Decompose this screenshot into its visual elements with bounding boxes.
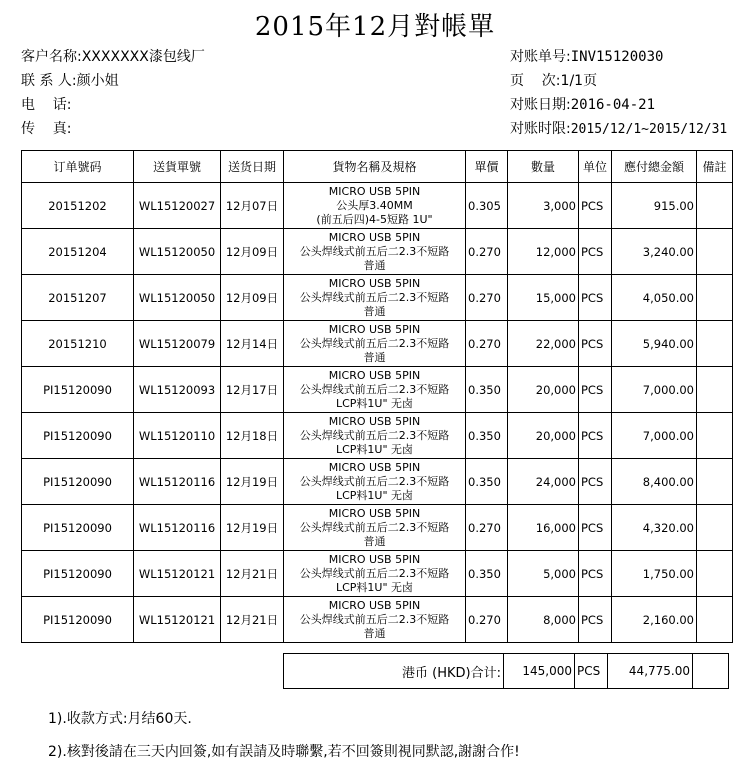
order-no-cell: PI15120090 xyxy=(22,459,134,505)
quantity-cell: 24,000 xyxy=(508,459,579,505)
remark-cell xyxy=(697,275,733,321)
total-unit: PCS xyxy=(575,654,608,689)
amount-cell: 8,400.00 xyxy=(612,459,697,505)
goods-desc-line: MICRO USB 5PIN xyxy=(328,230,421,244)
unit-cell: PCS xyxy=(579,367,612,413)
goods-desc-line: 公头焊线式前五后二2.3不短路 xyxy=(299,428,450,442)
phone-label: 电 话: xyxy=(21,97,72,113)
delivery-no-cell: WL15120093 xyxy=(134,367,221,413)
goods-desc-line: MICRO USB 5PIN xyxy=(328,552,421,566)
table-row xyxy=(22,275,733,321)
order-no-cell: 20151207 xyxy=(22,275,134,321)
amount-cell: 915.00 xyxy=(612,183,697,229)
table-row xyxy=(22,505,733,551)
quantity-cell: 3,000 xyxy=(508,183,579,229)
amount-cell: 5,940.00 xyxy=(612,321,697,367)
delivery-no-cell: WL15120121 xyxy=(134,597,221,643)
goods-desc-cell xyxy=(284,183,466,229)
goods-desc-line: MICRO USB 5PIN xyxy=(328,460,421,474)
period-line xyxy=(510,120,727,139)
delivery-date-cell: 12月19日 xyxy=(221,459,284,505)
table-header-row xyxy=(22,151,733,183)
delivery-no-cell: WL15120050 xyxy=(134,275,221,321)
order-no-cell: PI15120090 xyxy=(22,367,134,413)
amount-cell: 3,240.00 xyxy=(612,229,697,275)
delivery-no-cell: WL15120050 xyxy=(134,229,221,275)
goods-desc-line: MICRO USB 5PIN xyxy=(328,276,421,290)
goods-desc-cell xyxy=(284,229,466,275)
page-label: 页 次: xyxy=(510,73,561,89)
unit-cell: PCS xyxy=(579,183,612,229)
goods-desc-cell xyxy=(284,413,466,459)
table-row xyxy=(22,459,733,505)
goods-desc-line: 普通 xyxy=(363,350,386,364)
fax-line xyxy=(21,120,72,138)
remark-cell xyxy=(697,459,733,505)
statement-table xyxy=(21,150,733,643)
goods-desc-line: MICRO USB 5PIN xyxy=(328,322,421,336)
quantity-cell: 20,000 xyxy=(508,367,579,413)
table-row xyxy=(22,551,733,597)
goods-desc-line: MICRO USB 5PIN xyxy=(328,414,421,428)
delivery-date-cell: 12月07日 xyxy=(221,183,284,229)
goods-desc-line: LCP料1U" 无卤 xyxy=(335,396,414,410)
amount-cell: 7,000.00 xyxy=(612,367,697,413)
goods-desc-line: (前五后四)4-5短路 1U" xyxy=(316,212,433,226)
remark-cell xyxy=(697,597,733,643)
header-remark: 備註 xyxy=(697,151,733,183)
statement-date-value: 2016-04-21 xyxy=(570,97,656,113)
statement-no-value: INV15120030 xyxy=(570,49,664,65)
statement-no-line xyxy=(510,48,663,66)
order-no-cell: PI15120090 xyxy=(22,551,134,597)
header-quantity: 數量 xyxy=(508,151,579,183)
goods-desc-line: 公头焊线式前五后二2.3不短路 xyxy=(299,290,450,304)
period-value: 2015/12/1~2015/12/31 xyxy=(570,122,728,137)
quantity-cell: 22,000 xyxy=(508,321,579,367)
goods-desc-line: 普通 xyxy=(363,304,386,318)
goods-desc-line: 公头焊线式前五后二2.3不短路 xyxy=(299,244,450,258)
table-row xyxy=(22,413,733,459)
order-no-cell: PI15120090 xyxy=(22,505,134,551)
amount-cell: 1,750.00 xyxy=(612,551,697,597)
goods-desc-line: 公头厚3.40MM xyxy=(336,198,413,212)
unit-cell: PCS xyxy=(579,505,612,551)
contact-label: 联 系 人: xyxy=(21,73,77,89)
delivery-date-cell: 12月17日 xyxy=(221,367,284,413)
goods-desc-cell xyxy=(284,551,466,597)
unit-cell: PCS xyxy=(579,275,612,321)
goods-desc-line: MICRO USB 5PIN xyxy=(328,506,421,520)
table-row xyxy=(22,367,733,413)
delivery-no-cell: WL15120027 xyxy=(134,183,221,229)
quantity-cell: 8,000 xyxy=(508,597,579,643)
table-row xyxy=(22,229,733,275)
unit-cell: PCS xyxy=(579,551,612,597)
customer-name-line xyxy=(21,48,205,66)
amount-cell: 2,160.00 xyxy=(612,597,697,643)
note-confirmation: 2).核對後請在三天内回簽,如有誤請及時聯繫,若不回簽則視同默認,謝謝合作! xyxy=(48,744,520,760)
goods-desc-cell xyxy=(284,275,466,321)
goods-desc-cell xyxy=(284,505,466,551)
delivery-no-cell: WL15120110 xyxy=(134,413,221,459)
unit-price-cell: 0.350 xyxy=(466,459,508,505)
total-amount: 44,775.00 xyxy=(608,654,693,689)
table-row xyxy=(22,597,733,643)
unit-cell: PCS xyxy=(579,597,612,643)
total-table xyxy=(283,653,729,689)
goods-desc-line: MICRO USB 5PIN xyxy=(328,368,421,382)
unit-price-cell: 0.350 xyxy=(466,413,508,459)
header-delivery-no: 送貨單號 xyxy=(134,151,221,183)
page-line xyxy=(510,72,597,90)
header-order-no: 订单號码 xyxy=(22,151,134,183)
header-amount: 應付總金額 xyxy=(612,151,697,183)
amount-cell: 4,320.00 xyxy=(612,505,697,551)
unit-price-cell: 0.270 xyxy=(466,275,508,321)
quantity-cell: 12,000 xyxy=(508,229,579,275)
delivery-date-cell: 12月09日 xyxy=(221,229,284,275)
goods-desc-line: 公头焊线式前五后二2.3不短路 xyxy=(299,474,450,488)
fax-label: 传 真: xyxy=(21,121,72,137)
quantity-cell: 5,000 xyxy=(508,551,579,597)
goods-desc-line: 公头焊线式前五后二2.3不短路 xyxy=(299,382,450,396)
unit-price-cell: 0.305 xyxy=(466,183,508,229)
total-remark xyxy=(693,654,729,689)
remark-cell xyxy=(697,551,733,597)
remark-cell xyxy=(697,413,733,459)
unit-price-cell: 0.270 xyxy=(466,321,508,367)
goods-desc-line: 公头焊线式前五后二2.3不短路 xyxy=(299,336,450,350)
amount-cell: 4,050.00 xyxy=(612,275,697,321)
goods-desc-line: LCP料1U" 无卤 xyxy=(335,580,414,594)
unit-price-cell: 0.350 xyxy=(466,367,508,413)
delivery-date-cell: 12月21日 xyxy=(221,551,284,597)
page-value: 1/1页 xyxy=(560,73,598,89)
statement-no-label: 对账单号: xyxy=(510,49,571,65)
unit-price-cell: 0.270 xyxy=(466,229,508,275)
statement-date-line xyxy=(510,96,655,114)
total-quantity: 145,000 xyxy=(504,654,575,689)
quantity-cell: 15,000 xyxy=(508,275,579,321)
delivery-no-cell: WL15120116 xyxy=(134,459,221,505)
header-delivery-date: 送货日期 xyxy=(221,151,284,183)
delivery-date-cell: 12月14日 xyxy=(221,321,284,367)
statement-title: 2015年12月對帳單 xyxy=(254,12,496,42)
unit-cell: PCS xyxy=(579,321,612,367)
customer-name-label: 客户名称: xyxy=(21,49,82,65)
header-unit: 单位 xyxy=(579,151,612,183)
contact-line xyxy=(21,72,119,90)
order-no-cell: 20151204 xyxy=(22,229,134,275)
table-row xyxy=(22,321,733,367)
goods-desc-line: LCP料1U" 无卤 xyxy=(335,442,414,456)
goods-desc-line: 公头焊线式前五后二2.3不短路 xyxy=(299,520,450,534)
header-goods-desc: 貨物名稱及規格 xyxy=(284,151,466,183)
goods-desc-cell xyxy=(284,367,466,413)
unit-cell: PCS xyxy=(579,229,612,275)
total-label: 港币 (HKD)合计: xyxy=(284,654,504,689)
quantity-cell: 20,000 xyxy=(508,413,579,459)
total-row xyxy=(284,654,729,689)
remark-cell xyxy=(697,321,733,367)
table-row xyxy=(22,183,733,229)
statement-date-label: 对账日期: xyxy=(510,97,571,113)
unit-cell: PCS xyxy=(579,459,612,505)
phone-line xyxy=(21,96,72,114)
goods-desc-line: MICRO USB 5PIN xyxy=(328,598,421,612)
header-unit-price: 單價 xyxy=(466,151,508,183)
period-label: 对账时限: xyxy=(510,121,571,137)
goods-desc-line: 普通 xyxy=(363,258,386,272)
goods-desc-line: 公头焊线式前五后二2.3不短路 xyxy=(299,566,450,580)
order-no-cell: PI15120090 xyxy=(22,597,134,643)
order-no-cell: 20151210 xyxy=(22,321,134,367)
remark-cell xyxy=(697,505,733,551)
remark-cell xyxy=(697,229,733,275)
unit-cell: PCS xyxy=(579,413,612,459)
unit-price-cell: 0.270 xyxy=(466,597,508,643)
contact-value: 颜小姐 xyxy=(76,73,119,89)
goods-desc-line: 普通 xyxy=(363,626,386,640)
goods-desc-cell xyxy=(284,459,466,505)
order-no-cell: 20151202 xyxy=(22,183,134,229)
delivery-date-cell: 12月19日 xyxy=(221,505,284,551)
delivery-no-cell: WL15120116 xyxy=(134,505,221,551)
goods-desc-cell xyxy=(284,321,466,367)
order-no-cell: PI15120090 xyxy=(22,413,134,459)
remark-cell xyxy=(697,367,733,413)
goods-desc-line: 普通 xyxy=(363,534,386,548)
delivery-date-cell: 12月21日 xyxy=(221,597,284,643)
unit-price-cell: 0.270 xyxy=(466,505,508,551)
quantity-cell: 16,000 xyxy=(508,505,579,551)
delivery-date-cell: 12月09日 xyxy=(221,275,284,321)
note-payment-terms: 1).收款方式:月结60天. xyxy=(48,711,192,727)
delivery-no-cell: WL15120079 xyxy=(134,321,221,367)
goods-desc-line: LCP料1U" 无卤 xyxy=(335,488,414,502)
goods-desc-cell xyxy=(284,597,466,643)
remark-cell xyxy=(697,183,733,229)
delivery-date-cell: 12月18日 xyxy=(221,413,284,459)
amount-cell: 7,000.00 xyxy=(612,413,697,459)
unit-price-cell: 0.350 xyxy=(466,551,508,597)
goods-desc-line: MICRO USB 5PIN xyxy=(328,184,421,198)
delivery-no-cell: WL15120121 xyxy=(134,551,221,597)
goods-desc-line: 公头焊线式前五后二2.3不短路 xyxy=(299,612,450,626)
customer-name-value: XXXXXXX漆包线厂 xyxy=(81,49,205,65)
